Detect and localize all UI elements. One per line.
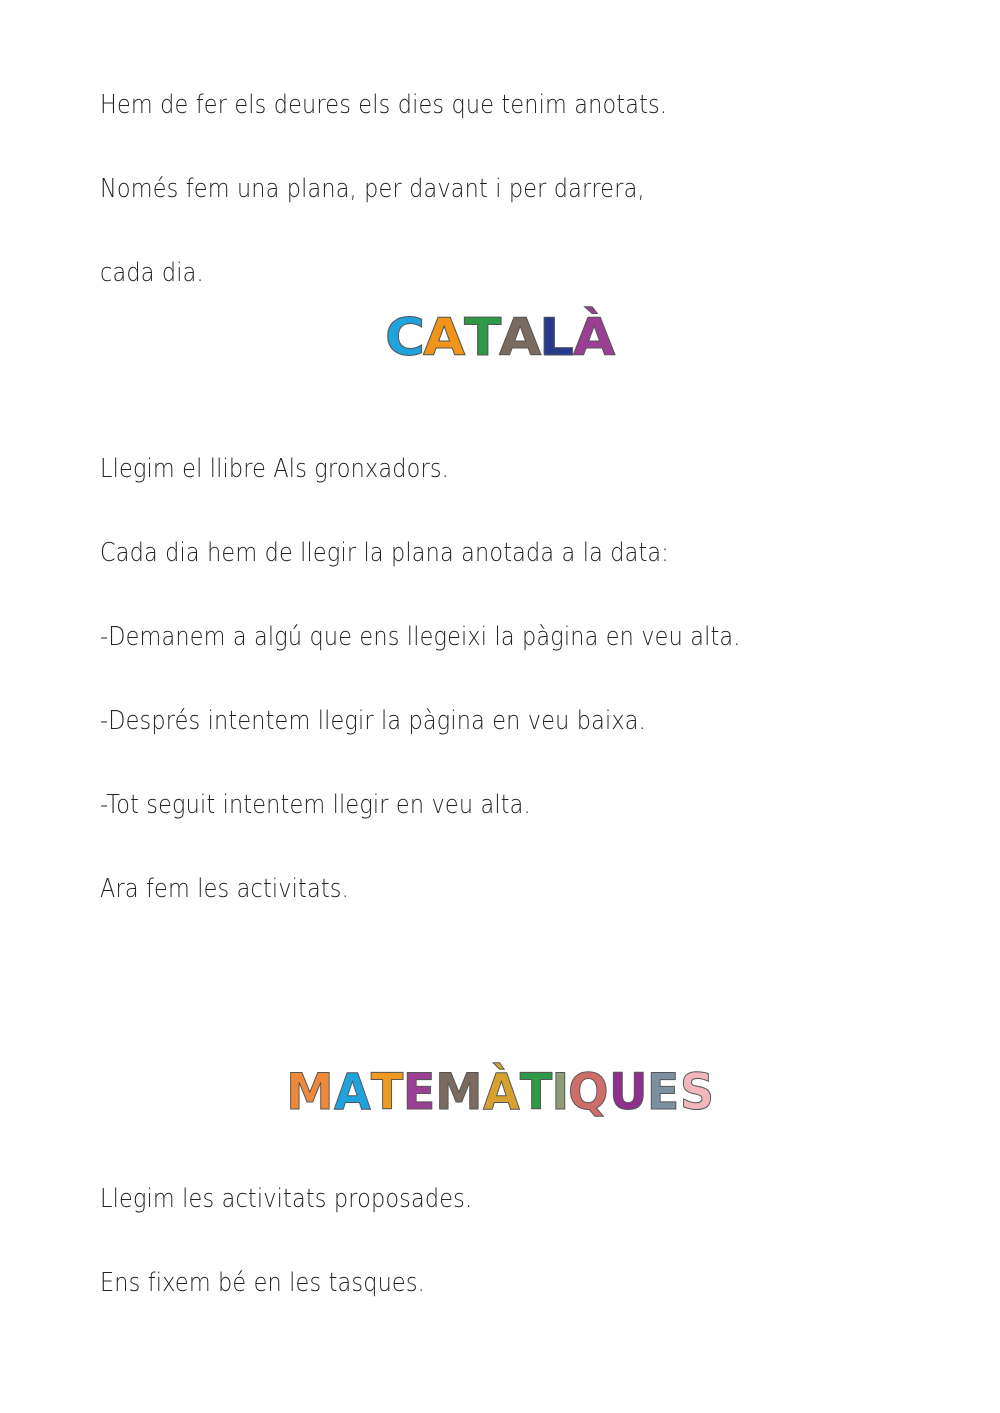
matematiques-title	[0, 1063, 1000, 1121]
matematiques-title-letter-1: M	[286, 1063, 334, 1121]
intro-line-1: Hem de fer els deures els dies que tenim anotats.	[100, 90, 668, 120]
matematiques-title-letter-12: S	[679, 1063, 714, 1121]
mates-line-2: Ens fixem bé en les tasques.	[100, 1268, 425, 1298]
matematiques-title-letter-4: E	[402, 1063, 436, 1121]
catala-line-5: -Tot seguit intentem llegir en veu alta.	[100, 790, 531, 820]
catala-line-2: Cada dia hem de llegir la plana anotada a la data:	[100, 538, 669, 568]
catala-line-6: Ara fem les activitats.	[100, 874, 349, 904]
catala-title-letter-1: C	[385, 308, 426, 368]
catala-title-letter-5: L	[539, 308, 575, 368]
matematiques-title-letter-8: I	[551, 1063, 569, 1121]
matematiques-title-letter-5: M	[435, 1063, 483, 1121]
matematiques-title-letter-9: Q	[568, 1063, 609, 1121]
matematiques-title-letter-11: E	[647, 1063, 680, 1121]
matematiques-title-letter-2: A	[334, 1063, 371, 1121]
matematiques-title-letter-10: U	[608, 1063, 648, 1121]
matematiques-title-letter-7: T	[519, 1063, 552, 1121]
catala-title-letter-3: T	[463, 308, 502, 368]
matematiques-title-letter-3: T	[370, 1063, 404, 1121]
matematiques-title-letter-6: À	[482, 1063, 520, 1121]
catala-line-4: -Després intentem llegir la pàgina en veu baixa.	[100, 706, 646, 736]
intro-line-2: Només fem una plana, per davant i per darrera,	[100, 174, 645, 204]
catala-line-1: Llegim el llibre Als gronxadors.	[100, 454, 449, 484]
intro-line-3: cada dia.	[100, 258, 204, 288]
catala-title-letter-4: A	[499, 308, 542, 368]
catala-title-letter-2: A	[423, 308, 466, 368]
catala-title-letter-6: À	[572, 308, 615, 368]
catala-line-3: -Demanem a algú que ens llegeixi la pàgina en veu alta.	[100, 622, 741, 652]
mates-line-1: Llegim les activitats proposades.	[100, 1184, 473, 1214]
catala-title	[0, 308, 1000, 368]
